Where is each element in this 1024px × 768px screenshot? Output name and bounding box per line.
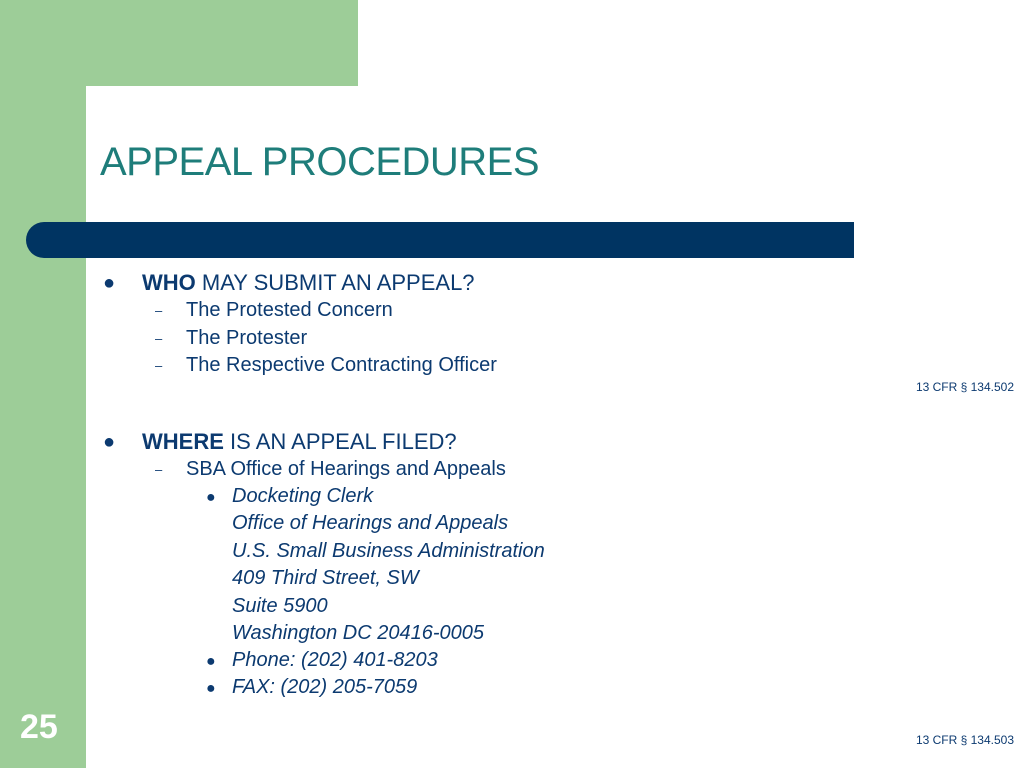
who-heading-rest: MAY SUBMIT AN APPEAL? — [195, 270, 475, 295]
bullet-icon: ● — [103, 272, 116, 294]
phone-line: Phone: (202) 401-8203 — [232, 649, 438, 671]
who-citation: 13 CFR § 134.502 — [915, 380, 1014, 394]
sub-bullet-icon: ● — [206, 653, 216, 670]
dash-icon: – — [155, 331, 163, 346]
sub-bullet-icon: ● — [206, 680, 216, 697]
address-line: Suite 5900 — [232, 595, 328, 617]
where-heading-rest: IS AN APPEAL FILED? — [223, 429, 457, 454]
address-line: U.S. Small Business Administration — [232, 540, 545, 562]
who-heading — [142, 270, 475, 296]
address-line: Office of Hearings and Appeals — [232, 512, 509, 534]
who-item: The Respective Contracting Officer — [186, 354, 497, 376]
where-citation: 13 CFR § 134.503 — [915, 733, 1014, 747]
address-line: Docketing Clerk — [232, 485, 374, 507]
where-heading — [142, 429, 457, 455]
fax-line: FAX: (202) 205-7059 — [232, 676, 418, 698]
title-divider-bar — [26, 222, 854, 258]
left-green-band — [0, 0, 86, 768]
content-corner — [86, 86, 146, 146]
dash-icon: – — [155, 358, 163, 373]
where-heading-bold: WHERE — [142, 429, 224, 454]
address-line: Washington DC 20416-0005 — [232, 622, 485, 644]
who-item: The Protested Concern — [186, 299, 393, 321]
dash-icon: – — [155, 462, 163, 477]
slide-title: APPEAL PROCEDURES — [100, 140, 540, 184]
who-heading-bold: WHO — [142, 270, 196, 295]
who-item: The Protester — [186, 327, 308, 349]
bullet-icon: ● — [103, 431, 116, 453]
address-line: 409 Third Street, SW — [232, 567, 419, 589]
top-green-band — [0, 0, 358, 86]
sub-bullet-icon: ● — [206, 489, 216, 506]
slide-number: 25 — [20, 708, 58, 746]
dash-icon: – — [155, 303, 163, 318]
where-office: SBA Office of Hearings and Appeals — [186, 458, 506, 480]
